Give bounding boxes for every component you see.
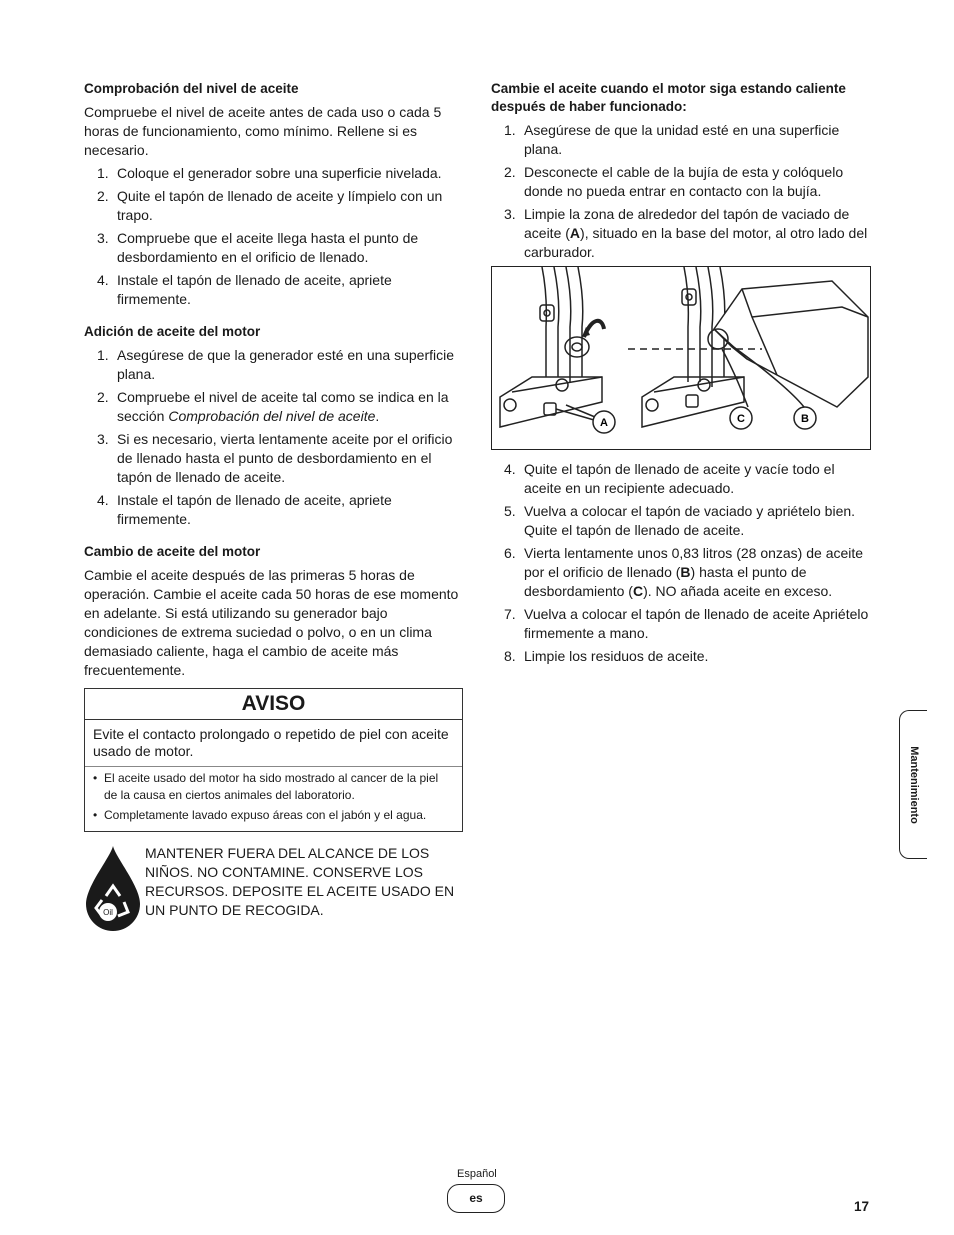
- footer-language: Español: [457, 1168, 497, 1180]
- list-item: • Completamente lavado expuso áreas con el jabón y el agua.: [93, 808, 427, 822]
- list-item: 1. Coloque el generador sobre una superficie nivelada.: [97, 165, 442, 181]
- notice-text: Evite el contacto prolongado o repetido de piel con aceite usado de motor.: [85, 720, 462, 767]
- add-oil-steps: [84, 346, 464, 529]
- right-column: [491, 80, 871, 670]
- list-item: 4. Quite el tapón de llenado de aceite y vacíe todo el aceite en un recipiente adecuado.: [504, 461, 835, 496]
- list-item: 2. Desconecte el cable de la bujía de esta y colóquelo donde no pueda entrar en contacto con la bujía.: [504, 164, 844, 199]
- list-item: 2. Quite el tapón de llenado de aceite y límpielo con un trapo.: [97, 188, 443, 223]
- section-reference: Comprobación del nivel de aceite: [168, 408, 376, 424]
- list-item: 3. Compruebe que el aceite llega hasta el punto de desbordamiento en el orificio de llenado.: [97, 230, 419, 265]
- list-item: 6. Vierta lentamente unos 0,83 litros (28 onzas) de aceite por el orificio de llenado (B) hasta el punto de desbordamiento (C). NO añada aceite en exceso.: [504, 545, 864, 599]
- engine-illustration: [492, 267, 870, 449]
- list-item: 7. Vuelva a colocar el tapón de llenado de aceite Apriételo firmemente a mano.: [504, 606, 869, 641]
- section-heading-check-oil: Comprobación del nivel de aceite: [84, 81, 299, 96]
- section-heading-change-oil: Cambio de aceite del motor: [84, 544, 261, 559]
- page-number: 17: [854, 1199, 870, 1214]
- side-tab-label: Mantenimiento: [907, 745, 920, 824]
- check-oil-intro: Compruebe el nivel de aceite antes de cada uso o cada 5 horas de funcionamiento, como mínimo. Rellene si es necesario.: [84, 104, 442, 158]
- recycle-text: MANTENER FUERA DEL ALCANCE DE LOS NIÑOS. NO CONTAMINE. CONSERVE LOS RECURSOS. DEPOSITE EL ACEITE USADO EN UN PUNTO DE RECOGIDA.: [145, 845, 455, 918]
- list-item: 3. Si es necesario, vierta lentamente aceite por el orificio de llenado hasta el punto de desbordamiento en el tapón de llenado de aceite.: [97, 431, 453, 485]
- change-oil-text: Cambie el aceite después de las primeras 5 horas de operación. Cambie el aceite cada 50 horas de ese momento en adelante. Si está utilizando su generador bajo condiciones de extrema suciedad o polvo, o en un clima demasiado caliente, haga el cambio de aceite más frecuentemente.: [84, 567, 459, 678]
- list-item: 5. Vuelva a colocar el tapón de vaciado y apriételo bien. Quite el tapón de llenado de aceite.: [504, 503, 856, 538]
- section-heading-hot-engine: Cambie el aceite cuando el motor siga estando caliente después de haber funcionado:: [491, 81, 846, 114]
- check-oil-steps: [84, 164, 464, 309]
- svg-text:Oil: Oil: [103, 908, 113, 917]
- section-side-tab: [899, 710, 927, 859]
- recycle-notice: [84, 844, 464, 934]
- list-item: 4. Instale el tapón de llenado de aceite, apriete firmemente.: [97, 272, 392, 307]
- drain-steps-b: [491, 460, 871, 666]
- notice-title: AVISO: [85, 689, 462, 720]
- oil-recycle-icon: [84, 844, 142, 932]
- list-item: 8. Limpie los residuos de aceite.: [504, 648, 709, 664]
- callout-a: A: [600, 417, 608, 429]
- list-item: 4. Instale el tapón de llenado de aceite, apriete firmemente.: [97, 492, 392, 527]
- list-item: • El aceite usado del motor ha sido mostrado al cancer de la piel de la causa en ciertos animales del laboratorio.: [93, 771, 439, 802]
- notice-box: [84, 688, 463, 832]
- callout-c: C: [737, 413, 745, 425]
- drain-steps-a: [491, 121, 871, 262]
- list-item: 1. Asegúrese de que la generador esté en una superficie plana.: [97, 347, 455, 382]
- list-item: 3. Limpie la zona de alrededor del tapón de vaciado de aceite (A), situado en la base del motor, al otro lado del carburador.: [504, 206, 868, 260]
- callout-b: B: [801, 413, 809, 425]
- notice-bullets: [85, 767, 462, 831]
- oil-change-figure: [491, 266, 871, 450]
- list-item: 2. Compruebe el nivel de aceite tal como se indica en la sección Comprobación del nivel de aceite.: [97, 389, 449, 424]
- left-column: [84, 80, 464, 934]
- language-code-badge: es: [447, 1184, 505, 1213]
- list-item: 1. Asegúrese de que la unidad esté en una superficie plana.: [504, 122, 840, 157]
- section-heading-add-oil: Adición de aceite del motor: [84, 324, 261, 339]
